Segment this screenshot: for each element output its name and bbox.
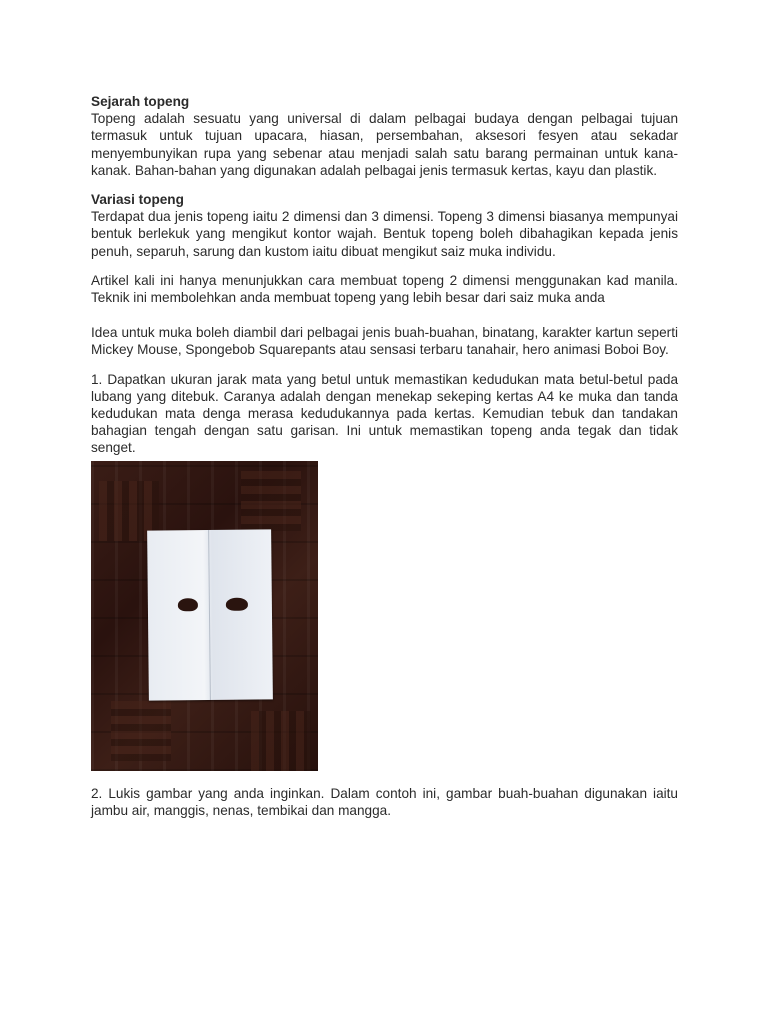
section-heading: Variasi topeng bbox=[91, 192, 184, 208]
mask-photo bbox=[91, 461, 318, 771]
paragraph-text: Idea untuk muka boleh diambil dari pelbagai jenis buah-buahan, binatang, karakter kartun seperti Mickey Mouse, Spongebob Squarepants atau sensasi terbaru tanahair, hero animasi Boboi Boy. bbox=[91, 325, 678, 358]
section-heading: Sejarah topeng bbox=[91, 94, 190, 109]
section-variasi bbox=[91, 191, 678, 260]
right-eye-hole bbox=[226, 597, 248, 610]
section-text: Terdapat dua jenis topeng iaitu 2 dimensi dan 3 dimensi. Topeng 3 dimensi biasanya mempunyai bentuk berlekuk yang mengikut kontor wajah. Bentuk topeng boleh dibahagikan kepada jenis penuh, separuh, sarung dan kustom iaitu dibuat mengikut saiz muka individu. bbox=[91, 209, 678, 259]
document-page bbox=[91, 93, 678, 831]
step-text: 2. Lukis gambar yang anda inginkan. Dalam contoh ini, gambar buah-buahan digunakan iaitu jambu air, manggis, nenas, tembikai dan mangga. bbox=[91, 785, 678, 818]
step-1 bbox=[91, 371, 678, 457]
center-fold-line bbox=[208, 530, 211, 700]
step-text: 1. Dapatkan ukuran jarak mata yang betul untuk memastikan kedudukan mata betul-betul pada lubang yang ditebuk. Caranya adalah dengan menekap sekeping kertas A4 ke muka dan tanda kedudukan mata denga merasa kedudukannya pada kertas. Kemudian tebuk dan tandakan bahagian tengah dengan satu garisan. Ini untuk memastikan topeng anda tegak dan tidak senget. bbox=[91, 371, 678, 456]
paragraph-text: Artikel kali ini hanya menunjukkan cara membuat topeng 2 dimensi menggunakan kad manila. Teknik ini membolehkan anda membuat topeng yang lebih besar dari saiz muka anda bbox=[91, 272, 678, 306]
step-2 bbox=[91, 785, 678, 819]
section-text: Topeng adalah sesuatu yang universal di dalam pelbagai budaya dengan pelbagai tujuan termasuk untuk tujuan upacara, hiasan, persembahan, aksesori fesyen atau sekadar menyembunyikan rupa yang sebenar atau menjadi salah satu barang permainan untuk kana-kanak. Bahan-bahan yang digunakan adalah pelbagai jenis termasuk kertas, kayu dan plastik. bbox=[91, 111, 678, 178]
paragraph-artikel bbox=[91, 272, 678, 306]
floor-tile bbox=[111, 701, 171, 761]
left-eye-hole bbox=[178, 598, 198, 611]
paper-mask bbox=[147, 529, 273, 700]
paragraph-idea bbox=[91, 324, 678, 358]
floor-tile bbox=[241, 471, 301, 531]
floor-tile bbox=[251, 711, 311, 771]
section-sejarah bbox=[91, 93, 678, 179]
